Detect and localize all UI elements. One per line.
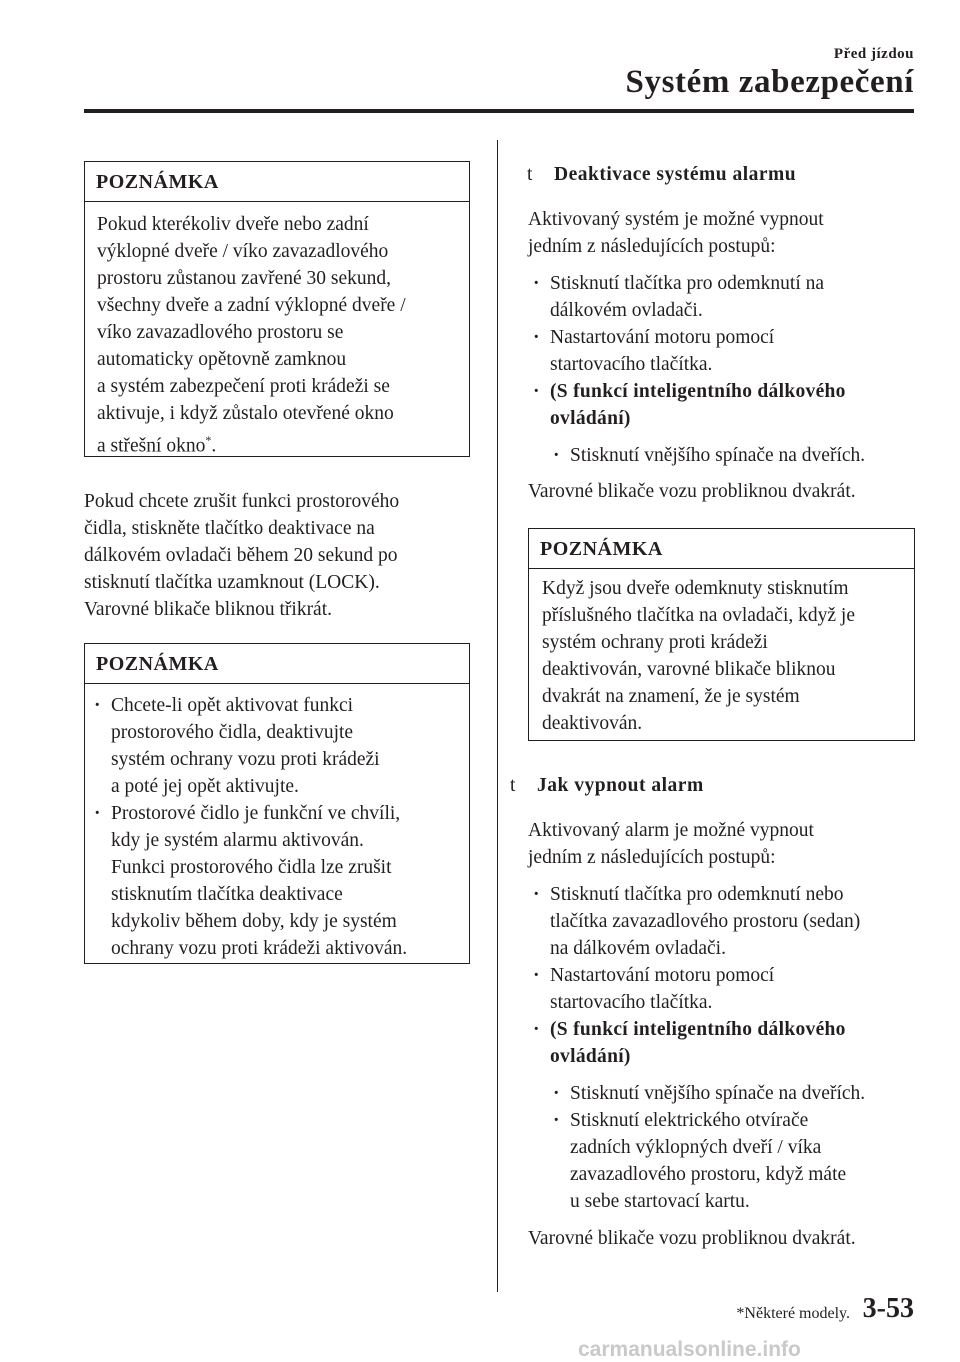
- bullet-line: a poté jej opět aktivujte.: [111, 776, 299, 797]
- bullet-line: · Nastartování motoru pomocí: [550, 327, 775, 348]
- bullet-line: tlačítka zavazadlového prostoru (sedan): [550, 911, 861, 932]
- list-item: [528, 881, 928, 962]
- bullet-line: ochrany vozu proti krádeži aktivován.: [111, 938, 408, 959]
- note-line: prostoru zůstanou zavřené 30 sekund,: [97, 268, 392, 289]
- bullet-line: u sebe startovací kartu.: [570, 1191, 750, 1212]
- bullet-line: · Stisknutí tlačítka pro odemknutí na: [550, 273, 825, 294]
- bullet-line: startovacího tlačítka.: [550, 992, 713, 1013]
- header-rule: [84, 109, 914, 113]
- section2-body: [528, 817, 928, 1252]
- footnote: *Některé modely.: [736, 1305, 850, 1322]
- para-line: Varovné blikače vozu probliknou dvakrát.: [528, 481, 856, 502]
- note-line: výklopné dveře / víko zavazadlového: [97, 241, 389, 262]
- bullet-line: startovacího tlačítka.: [550, 354, 713, 375]
- bullet-line: kdykoliv během doby, kdy je systém: [111, 911, 397, 932]
- note-line-end: .: [211, 435, 217, 457]
- footnote-marker: *: [205, 433, 212, 447]
- note-line: automaticky opětovně zamknou: [97, 349, 347, 370]
- section-heading-deactivate: [527, 164, 796, 186]
- bullet-line: · (S funkcí inteligentního dálkového: [550, 381, 846, 402]
- note-line-text: a střešní okno: [97, 435, 206, 457]
- note-line: dvakrát na znamení, že je systém: [542, 686, 800, 707]
- note-line: Pokud kterékoliv dveře nebo zadní: [97, 214, 369, 235]
- bullet-line: kdy je systém alarmu aktivován.: [111, 830, 364, 851]
- para-line: Pokud chcete zrušit funkci prostorového: [84, 491, 400, 512]
- para-line: Aktivovaný alarm je možné vypnout: [528, 820, 814, 841]
- note-line: aktivuje, i když zůstalo otevřené okno: [97, 403, 394, 424]
- bullet-line: dálkovém ovladači.: [550, 300, 703, 321]
- note-box-2: [84, 643, 470, 964]
- section-marker: t: [510, 775, 516, 796]
- bullet-line: · Chcete-li opět aktivovat funkci: [111, 695, 354, 716]
- bullet-line: prostorového čidla, deaktivujte: [111, 722, 354, 743]
- section-heading-text: Deaktivace systému alarmu: [554, 164, 797, 185]
- bullet-line: · Nastartování motoru pomocí: [550, 965, 775, 986]
- bullet-line: · Stisknutí vnějšího spínače na dveřích.: [570, 445, 866, 466]
- bullet-line: na dálkovém ovladači.: [550, 938, 726, 959]
- note-bullet: [89, 800, 459, 962]
- bullet-line: ovládání): [550, 408, 631, 429]
- note-bullet: [89, 692, 459, 800]
- note-line: a systém zabezpečení proti krádeži se: [97, 376, 390, 397]
- column-divider: [497, 140, 498, 1292]
- bullet-line: Funkci prostorového čidla lze zrušit: [111, 857, 392, 878]
- note-line: víko zavazadlového prostoru se: [97, 322, 344, 343]
- note-heading: POZNÁMKA: [85, 644, 469, 684]
- sub-list-item: [528, 1107, 928, 1215]
- section-marker: t: [527, 164, 533, 185]
- section-heading-text: Jak vypnout alarm: [537, 775, 704, 796]
- page-number: 3-53: [862, 1293, 914, 1324]
- para-line: jedním z následujících postupů:: [528, 847, 776, 868]
- list-item: [528, 1016, 928, 1070]
- list-item: [528, 270, 928, 324]
- bullet-line: · (S funkcí inteligentního dálkového: [550, 1019, 846, 1040]
- bullet-line: · Stisknutí elektrického otvírače: [570, 1110, 809, 1131]
- para-line: dálkovém ovladači během 20 sekund po: [84, 545, 398, 566]
- watermark: carmanualsonline.info: [578, 1338, 801, 1361]
- note-line-last: [97, 427, 459, 460]
- sub-list-item: [528, 1080, 928, 1107]
- para-line: Varovné blikače bliknou třikrát.: [84, 599, 333, 620]
- bullet-line: zadních výklopných dveří / víka: [570, 1137, 822, 1158]
- page-title: Systém zabezpečení: [625, 64, 914, 100]
- para-line: Aktivovaný systém je možné vypnout: [528, 209, 824, 230]
- bullet-line: · Stisknutí tlačítka pro odemknutí nebo: [550, 884, 844, 905]
- bullet-line: zavazadlového prostoru, když máte: [570, 1164, 847, 1185]
- note-line: Když jsou dveře odemknuty stisknutím: [542, 578, 849, 599]
- list-item: [528, 324, 928, 378]
- para-line: čidla, stiskněte tlačítko deaktivace na: [84, 518, 375, 539]
- left-paragraph: [84, 488, 484, 623]
- note-line: deaktivován.: [542, 713, 643, 734]
- section-heading-turn-off: [510, 775, 704, 797]
- section1-body: [528, 206, 928, 505]
- note-heading: POZNÁMKA: [85, 162, 469, 202]
- note-line: systém ochrany proti krádeži: [542, 632, 768, 653]
- list-item: [528, 962, 928, 1016]
- list-item: [528, 378, 928, 432]
- sub-list-item: [528, 442, 928, 469]
- bullet-line: stisknutím tlačítka deaktivace: [111, 884, 343, 905]
- para-line: stisknutí tlačítka uzamknout (LOCK).: [84, 572, 380, 593]
- bullet-line: ovládání): [550, 1046, 631, 1067]
- bullet-line: · Prostorové čidlo je funkční ve chvíli,: [111, 803, 401, 824]
- note-box-1: [84, 161, 470, 457]
- note-line: všechny dveře a zadní výklopné dveře /: [97, 295, 406, 316]
- note-line: příslušného tlačítka na ovladači, když je: [542, 605, 855, 626]
- note-box-3: [528, 528, 915, 741]
- note-line: deaktivován, varovné blikače bliknou: [542, 659, 836, 680]
- chapter-label: Před jízdou: [833, 46, 914, 62]
- bullet-line: · Stisknutí vnějšího spínače na dveřích.: [570, 1083, 866, 1104]
- note-heading: POZNÁMKA: [529, 529, 914, 569]
- para-line: jedním z následujících postupů:: [528, 236, 776, 257]
- bullet-line: systém ochrany vozu proti krádeži: [111, 749, 380, 770]
- para-line: Varovné blikače vozu probliknou dvakrát.: [528, 1228, 856, 1249]
